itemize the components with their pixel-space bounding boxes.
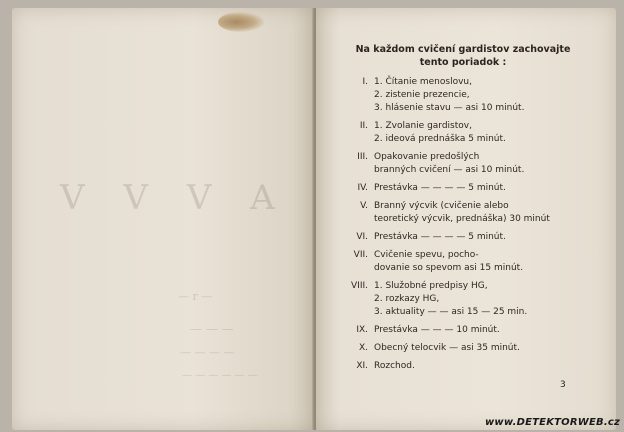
bleed-through-title: V V V A	[60, 178, 289, 218]
item-lines	[374, 76, 572, 115]
item-line: Obecný telocvik — asi 35 minút.	[374, 343, 520, 353]
schedule-item	[340, 151, 572, 177]
item-number: VI.	[356, 232, 368, 242]
bleed-through-text: — — — —	[180, 346, 235, 359]
schedule-item	[340, 200, 572, 226]
item-number: VIII.	[351, 281, 368, 291]
item-number: IX.	[356, 325, 368, 335]
item-line: Opakovanie predošlých	[374, 152, 480, 162]
schedule-item	[340, 231, 572, 244]
item-line: 1. Čítanie menoslovu,	[374, 77, 472, 87]
item-lines	[374, 360, 572, 373]
item-line: Cvičenie spevu, pocho-	[374, 250, 479, 260]
item-line: 2. rozkazy HG,	[374, 294, 440, 304]
item-lines	[374, 182, 572, 195]
item-line: 1. Služobné predpisy HG,	[374, 281, 488, 291]
item-number: II.	[359, 121, 368, 131]
watermark: www.DETEKTORWEB.cz	[484, 417, 620, 428]
item-number: III.	[357, 152, 368, 162]
schedule-item	[340, 120, 572, 146]
item-number: VII.	[353, 250, 368, 260]
item-line: 2. zistenie prezencie,	[374, 90, 470, 100]
item-lines	[374, 200, 572, 226]
page-heading	[330, 43, 596, 69]
item-number: I.	[362, 77, 368, 87]
item-line: Prestávka — — — — 5 minút.	[374, 183, 506, 193]
page-number: 3	[560, 380, 566, 390]
bleed-through-text: — — —	[190, 322, 234, 336]
item-line: Rozchod.	[374, 361, 415, 371]
heading-line: tento poriadok :	[419, 57, 507, 68]
bleed-through-text: — r —	[178, 290, 213, 303]
item-line: branných cvičení — asi 10 minút.	[374, 165, 525, 175]
item-lines	[374, 342, 572, 355]
item-lines	[374, 151, 572, 177]
schedule-item	[340, 76, 572, 115]
schedule-item	[340, 182, 572, 195]
item-lines	[374, 280, 572, 319]
item-lines	[374, 120, 572, 146]
item-line: Prestávka — — — 10 minút.	[374, 325, 500, 335]
item-lines	[374, 324, 572, 337]
item-lines	[374, 231, 572, 244]
item-number: IV.	[357, 183, 368, 193]
item-line: Branný výcvik (cvičenie alebo	[374, 201, 509, 211]
schedule-list	[340, 76, 572, 378]
item-lines	[374, 249, 572, 275]
item-line: 3. hlásenie stavu — asi 10 minút.	[374, 103, 525, 113]
schedule-item	[340, 360, 572, 373]
item-number: V.	[360, 201, 368, 211]
left-page	[12, 8, 314, 430]
item-line: teoretický výcvik, prednáška) 30 minút	[374, 214, 550, 224]
item-line: dovanie so spevom asi 15 minút.	[374, 263, 524, 273]
heading-line: Na každom cvičení gardistov zachovajte	[355, 44, 571, 55]
stain	[218, 12, 264, 32]
bleed-through-text: — — — — — —	[182, 370, 258, 381]
schedule-item	[340, 249, 572, 275]
schedule-item	[340, 342, 572, 355]
item-number: X.	[358, 343, 368, 353]
schedule-item	[340, 280, 572, 319]
schedule-item	[340, 324, 572, 337]
item-line: 1. Zvolanie gardistov,	[374, 121, 472, 131]
item-line: 2. ideová prednáška 5 minút.	[374, 134, 506, 144]
item-line: Prestávka — — — — 5 minút.	[374, 232, 506, 242]
item-line: 3. aktuality — — asi 15 — 25 min.	[374, 307, 528, 317]
item-number: XI.	[356, 361, 368, 371]
